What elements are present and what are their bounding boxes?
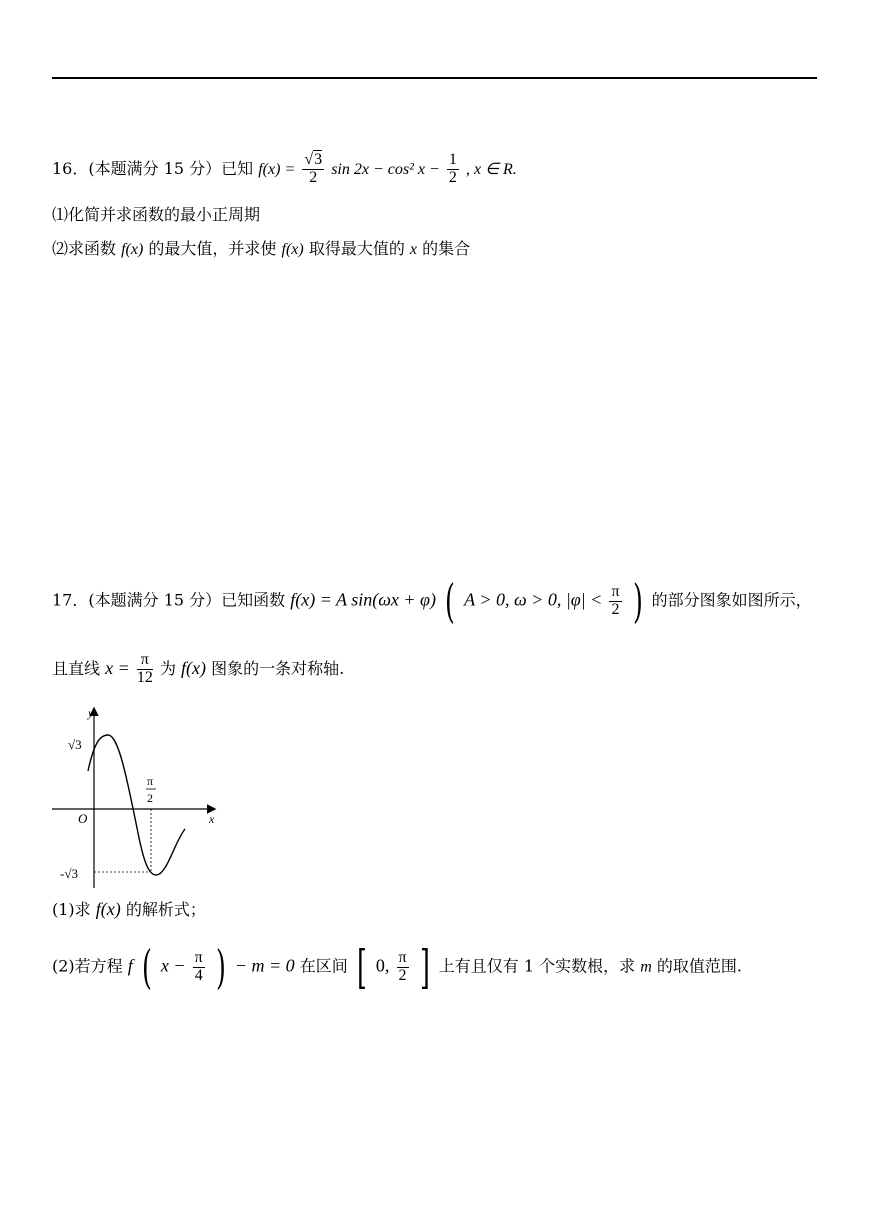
pi-label: π xyxy=(147,774,154,788)
header-rule xyxy=(52,77,817,79)
neg-sqrt3-label: -√3 xyxy=(60,866,78,881)
q16-part2: ⑵求函数 f(x) 的最大值，并求使 f(x) 取得最大值的 x 的集合 xyxy=(52,239,471,258)
two-label: 2 xyxy=(147,791,153,805)
y-axis-label: y xyxy=(88,706,94,720)
q16-part1: ⑴化简并求函数的最小正周期 xyxy=(52,205,261,224)
frac-sqrt3-over-2: $\frac{√3}{2}$ xyxy=(304,151,323,186)
sine-graph xyxy=(52,703,222,888)
frac-pi-over-12: $\frac{\pi}{12}$ xyxy=(136,651,153,686)
q17-line2: 且直线 x = $\frac{\pi}{12}$ 为 f(x) 图象的一条对称轴. xyxy=(52,651,345,686)
q17-part2: (2)若方程 f ( x − $\frac{\pi}{4}$ ) − m = 0 在区间 [ 0, $\frac{\pi}{2}$ ] 上有且仅有 1 个实数根，求 m 的取值范围. xyxy=(52,940,742,994)
q17-statement: 17．(本题满分 15 分）已知函数 f(x) = A sin(ωx + φ) ( A > 0, ω > 0, |φ| < $\frac{\pi}{2}$ ) 的部分图象如图所示， xyxy=(52,574,812,628)
sqrt3-label: √3 xyxy=(68,737,82,752)
frac-pi-over-4: $\frac{\pi}{4}$ xyxy=(194,948,203,984)
x-axis-label: x xyxy=(209,812,215,826)
frac-interval-pi-over-2: $\frac{\pi}{2}$ xyxy=(398,948,407,984)
sine-curve xyxy=(88,735,185,875)
q17-part1: (1)求 f(x) 的解析式； xyxy=(52,899,206,919)
frac-pi-over-2: $\frac{\pi}{2}$ xyxy=(611,582,620,618)
frac-1-over-2: $\frac{1}{2}$ xyxy=(448,151,457,186)
origin-label: O xyxy=(78,811,88,826)
q16-statement: 16．(本题满分 15 分）已知 f(x) = $\frac{√3}{2}$ sin 2x − cos² x − $\frac{1}{2}$ , x ∈ R. xyxy=(52,151,517,186)
